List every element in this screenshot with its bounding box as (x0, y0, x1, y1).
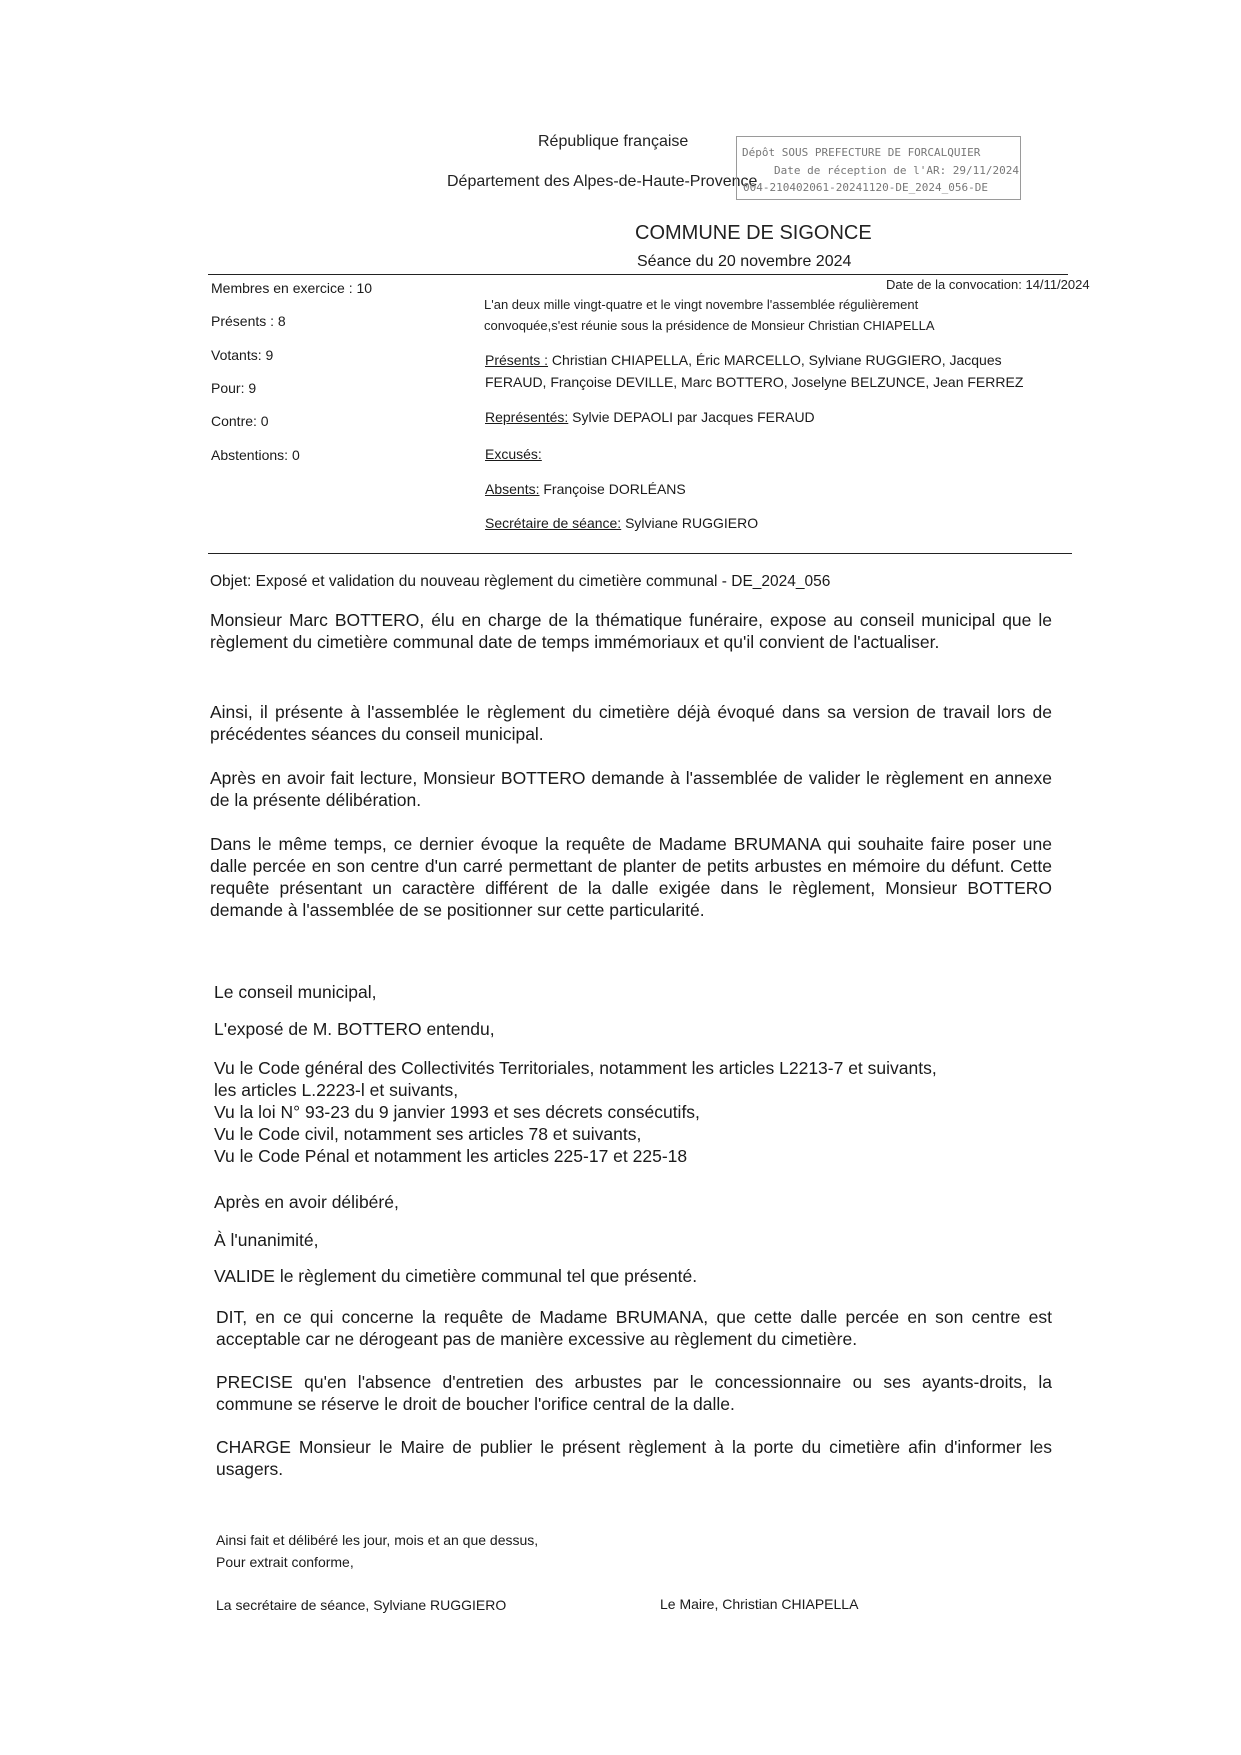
excuses-line (485, 446, 542, 462)
paragraph-requete: Dans le même temps, ce dernier évoque la requête de Madame BRUMANA qui souhaite faire poser une dalle percée en son centre d'un carré permettant de planter de petits arbustes en mémoire du défunt. Cette requête présentant un caractère différent de la dalle exigée dans le règlement, Monsieur BOTTERO demande à l'assemblée de se positionner sur cette particularité. (210, 834, 1052, 920)
votants-count: Votants: 9 (211, 347, 274, 363)
secretaire-value: Sylviane RUGGIERO (621, 515, 759, 531)
paragraph-lecture: Après en avoir fait lecture, Monsieur BOTTERO demande à l'assemblée de valider le règlement en annexe de la présente délibération. (210, 768, 1052, 810)
charge-paragraph: CHARGE Monsieur le Maire de publier le présent règlement à la porte du cimetière afin d'informer les usagers. (216, 1437, 1052, 1479)
header-divider (208, 274, 1068, 275)
department-heading: Département des Alpes-de-Haute-Provence (447, 173, 758, 190)
republic-heading: République française (538, 133, 689, 150)
vu-cgct: Vu le Code général des Collectivités Territoriales, notamment les articles L2213-7 et suivants, (214, 1058, 937, 1078)
reception-stamp (736, 136, 1021, 200)
presents-line-1 (485, 352, 1002, 368)
secretaire-signature: La secrétaire de séance, Sylviane RUGGIERO (216, 1597, 507, 1613)
contre-count: Contre: 0 (211, 413, 269, 429)
maire-signature: Le Maire, Christian CHIAPELLA (660, 1596, 859, 1612)
presents-names-1: Christian CHIAPELLA, Éric MARCELLO, Sylviane RUGGIERO, Jacques (548, 352, 1002, 368)
pour-count: Pour: 9 (211, 380, 257, 396)
commune-title: COMMUNE DE SIGONCE (635, 222, 872, 244)
presents-line-2: FERAUD, Françoise DEVILLE, Marc BOTTERO, Joselyne BELZUNCE, Jean FERREZ (485, 374, 1024, 390)
objet-line: Objet: Exposé et validation du nouveau règlement du cimetière communal - DE_2024_056 (210, 573, 831, 590)
vu-cgct-cont: les articles L.2223-l et suivants, (214, 1080, 459, 1100)
vu-code-civil: Vu le Code civil, notamment ses articles 78 et suivants, (214, 1124, 642, 1144)
body-divider (208, 553, 1072, 554)
absents-label: Absents: (485, 481, 540, 497)
fait-line: Ainsi fait et délibéré les jour, mois et an que dessus, (216, 1532, 539, 1548)
presents-label: Présents : (485, 352, 549, 368)
conseil-line: Le conseil municipal, (214, 982, 377, 1002)
secretaire-line (485, 515, 758, 531)
delibere-line: Après en avoir délibéré, (214, 1192, 399, 1212)
representes-line (485, 409, 815, 425)
stamp-line-3: 004-210402061-20241120-DE_2024_056-DE (743, 181, 989, 194)
representes-label: Représentés: (485, 409, 569, 425)
presents-count: Présents : 8 (211, 313, 286, 329)
vu-code-penal: Vu le Code Pénal et notamment les articles 225-17 et 225-18 (214, 1146, 688, 1166)
membres-en-exercice: Membres en exercice : 10 (211, 280, 373, 296)
dit-paragraph: DIT, en ce qui concerne la requête de Madame BRUMANA, que cette dalle percée en son centre est acceptable car ne dérogeant pas de manière excessive au règlement du cimetière. (216, 1307, 1052, 1349)
secretaire-label: Secrétaire de séance: (485, 515, 622, 531)
intro-line-2: convoquée,s'est réunie sous la présidence de Monsieur Christian CHIAPELLA (484, 318, 935, 333)
representes-value: Sylvie DEPAOLI par Jacques FERAUD (568, 409, 815, 425)
absents-value: Françoise DORLÉANS (539, 481, 686, 497)
absents-line (485, 481, 686, 497)
stamp-line-2: Date de réception de l'AR: 29/11/2024 (774, 164, 1020, 177)
unanimite-line: À l'unanimité, (214, 1230, 319, 1250)
convocation-date: Date de la convocation: 14/11/2024 (886, 277, 1090, 292)
excuses-label: Excusés: (485, 446, 542, 462)
valide-line: VALIDE le règlement du cimetière communal tel que présenté. (214, 1266, 698, 1286)
abstentions-count: Abstentions: 0 (211, 447, 300, 463)
precise-paragraph: PRECISE qu'en l'absence d'entretien des arbustes par le concessionnaire ou ses ayants-droits, la commune se réserve le droit de boucher l'orifice central de la dalle. (216, 1372, 1052, 1414)
seance-date: Séance du 20 novembre 2024 (637, 253, 852, 270)
paragraph-expose: Monsieur Marc BOTTERO, élu en charge de la thématique funéraire, expose au conseil municipal que le règlement du cimetière communal date de temps immémoriaux et qu'il convient de l'actualiser. (210, 610, 1052, 652)
stamp-line-1: Dépôt SOUS PREFECTURE DE FORCALQUIER (742, 146, 981, 159)
vu-loi: Vu la loi N° 93-23 du 9 janvier 1993 et ses décrets consécutifs, (214, 1102, 700, 1122)
extrait-line: Pour extrait conforme, (216, 1554, 354, 1570)
paragraph-presentation: Ainsi, il présente à l'assemblée le règlement du cimetière déjà évoqué dans sa version de travail lors de précédentes séances du conseil municipal. (210, 702, 1052, 744)
expose-line: L'exposé de M. BOTTERO entendu, (214, 1019, 495, 1039)
intro-line-1: L'an deux mille vingt-quatre et le vingt novembre l'assemblée régulièrement (484, 297, 919, 312)
